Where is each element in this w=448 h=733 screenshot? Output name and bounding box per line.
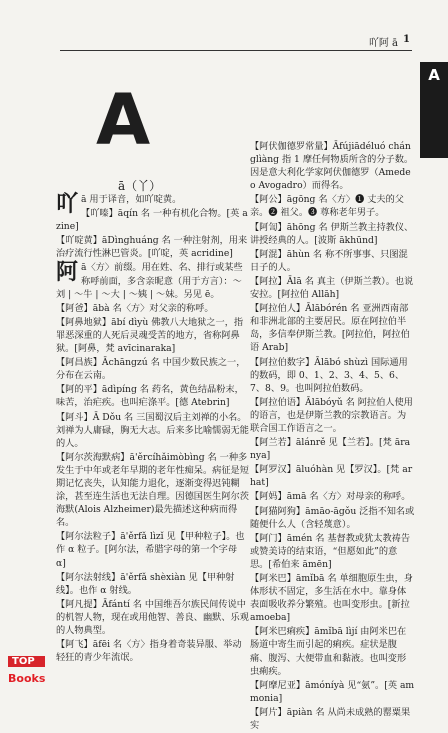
entry: 【阿爸】ābà 名〈方〉对父亲的称呼。	[56, 302, 214, 314]
entry: 【阿拉伯人】Ālābórén 名 亚洲西南部和非洲北部的主要居民。原在阿拉伯半岛，多信奉伊斯兰教。[阿拉伯，阿拉伯语 Arab]	[250, 303, 410, 354]
entry: 【阿尔法射线】ā'ěrfǎ shèxiàn 见【甲种射线】。也作 α 射线。	[56, 571, 235, 596]
entry: 【阿摩尼亚】āmóníyà 见“氨”。[英 ammonia]	[250, 679, 415, 704]
entry: 【阿拉】Ālā 名 真主（伊斯兰教）。也说安拉。[阿拉伯 Allāh]	[250, 275, 414, 301]
header-guide-words: 吖阿 ā	[368, 38, 398, 49]
head-character: 阿	[56, 259, 79, 286]
entry: 【吖啶黄】āDìnghuáng 名 一种注射剂，用来治疗流行性淋巴管炎。[吖啶，英 acridine]	[56, 235, 248, 260]
entry: 【阿凡提】Āfántí 名 中国维吾尔族民间传说中的机智人物，现在或用他智、善良、幽默、乐观的人物典型。	[56, 598, 249, 636]
running-header	[60, 34, 410, 48]
entry: 【阿鼻地狱】ābí dìyù 佛教八大地狱之一，指罪恶深重的人死后灵魂受苦的地方，省称阿鼻狱。[阿鼻，梵 avīcinaraka]	[56, 316, 244, 355]
entry: 【阿拉伯语】Ālābóyǔ 名 阿拉伯人使用的语言，也是伊斯兰教的宗教语言。为联合国工作语言之一。	[250, 396, 413, 434]
entry: 【阿尔茨海默病】ā'ěrcíhǎimòbìng 名 一种多发生于中年或老年早期的老年性痴呆。病征是短期记忆丧失，认知能力退化，逐渐变得迟钝糊涂，甚至连生活也无法自理。因德国医生阿尔茨海默(Alois Alzheimer)最先描述这种病而得名。	[56, 451, 249, 529]
entry: 【阿拉伯数字】Ālābó shùzì 国际通用的数码，即 0、1、2、3、4、5、6、7、8、9。也叫阿拉伯数码。	[250, 356, 408, 394]
entry: 【阿片】āpiàn 名 从尚未成熟的罂粟果实	[250, 706, 411, 732]
entry: 吖ā 用于译音，如吖啶黄。	[56, 191, 182, 217]
entry: 【阿兰若】ālánrě 见【兰若】。[梵 āranya]	[250, 437, 411, 462]
entry: 【阿伏伽德罗常量】Āfújiādéluó chánglìàng 指 1 摩任何物质所含的分子数。因是意大利化学家阿伏伽德罗（Amedeo Avogadro）而得名。	[250, 141, 414, 192]
entry: 【阿的平】ādìpíng 名 药名，黄色结晶粉末，味苦，治疟疾。也叫疟涤平。[德 Atebrin]	[56, 384, 244, 409]
header-rule	[60, 50, 412, 51]
page-number: 1	[403, 34, 410, 45]
entry: 【吖嗪】āqín 名 一种有机化合物。[英 azine]	[56, 208, 248, 233]
entry: 【阿米巴痢疾】āmǐbā lìjí 由阿米巴在肠道中寄生而引起的痢疾。症状是腹痛、腹泻、大便带血和黏液。也叫变形虫痢疾。	[250, 626, 407, 677]
entry: 【阿尔法粒子】ā'ěrfǎ lìzǐ 见【甲种粒子】。也作 α 粒子。[阿尔法，希腊字母的第一个字母 α]	[56, 531, 245, 569]
entry: 【阿米巴】āmǐbā 名 单细胞原生虫，身体形状不固定，多生活在水中。靠身体表面吸收养分繁殖。也叫变形虫。[新拉 amoeba]	[250, 573, 413, 624]
entry: 【阿混】āhùn 名 称不所事事、只图混日子的人。	[250, 248, 408, 273]
head-character: 吖	[56, 191, 79, 217]
right-column	[250, 140, 415, 733]
entry: 【阿公】āgōng 名〈方〉❶ 丈夫的父亲。❷ 祖父。❸ 尊称老年男子。	[250, 194, 404, 219]
entry: 【阿猫阿狗】āmāo-āgǒu 泛指不知名或随便什么人（含轻蔑意）。	[250, 505, 415, 530]
entry: 阿ā〈方〉前缀。用在姓、名、排行或某些称呼前面，多含亲昵意（用于方言）：～刘 | ～牛 | ～大 | ～姨 | ～妹。另见 ē。	[56, 259, 243, 300]
entry: 【阿门】āmén 名 基督教或犹太教祷告或赞美诗的结束语，“但愿如此”的意思。[希伯来 āmēn]	[250, 532, 411, 570]
topbooks-logo: TOP Books	[8, 656, 46, 685]
entry: 【阿斗】Ā Dǒu 名 三国蜀汉后主刘禅的小名。刘禅为人庸碌，胸无大志。后来多比喻懦弱无能的人。	[56, 411, 249, 449]
entry: 【阿罗汉】āluóhàn 见【罗汉】。[梵 arhat]	[250, 464, 413, 489]
entry: 【阿飞】āfēi 名〈方〉指身着奇装异服、举动轻狂的青少年流氓。	[56, 639, 242, 664]
entry: 【阿訇】āhōng 名 伊斯兰教主持教仪、讲授经典的人。[波斯 ākhūnd]	[250, 221, 414, 246]
syllable-heading: ā（丫）	[118, 179, 162, 193]
thumb-index-tab: A	[420, 62, 448, 158]
left-column	[56, 193, 249, 665]
section-letter: A	[96, 79, 151, 161]
entry: 【阿昌族】Āchāngzú 名 中国少数民族之一，分布在云南。	[56, 357, 246, 382]
entry: 【阿妈】āmā 名〈方〉对母亲的称呼。	[250, 491, 411, 503]
